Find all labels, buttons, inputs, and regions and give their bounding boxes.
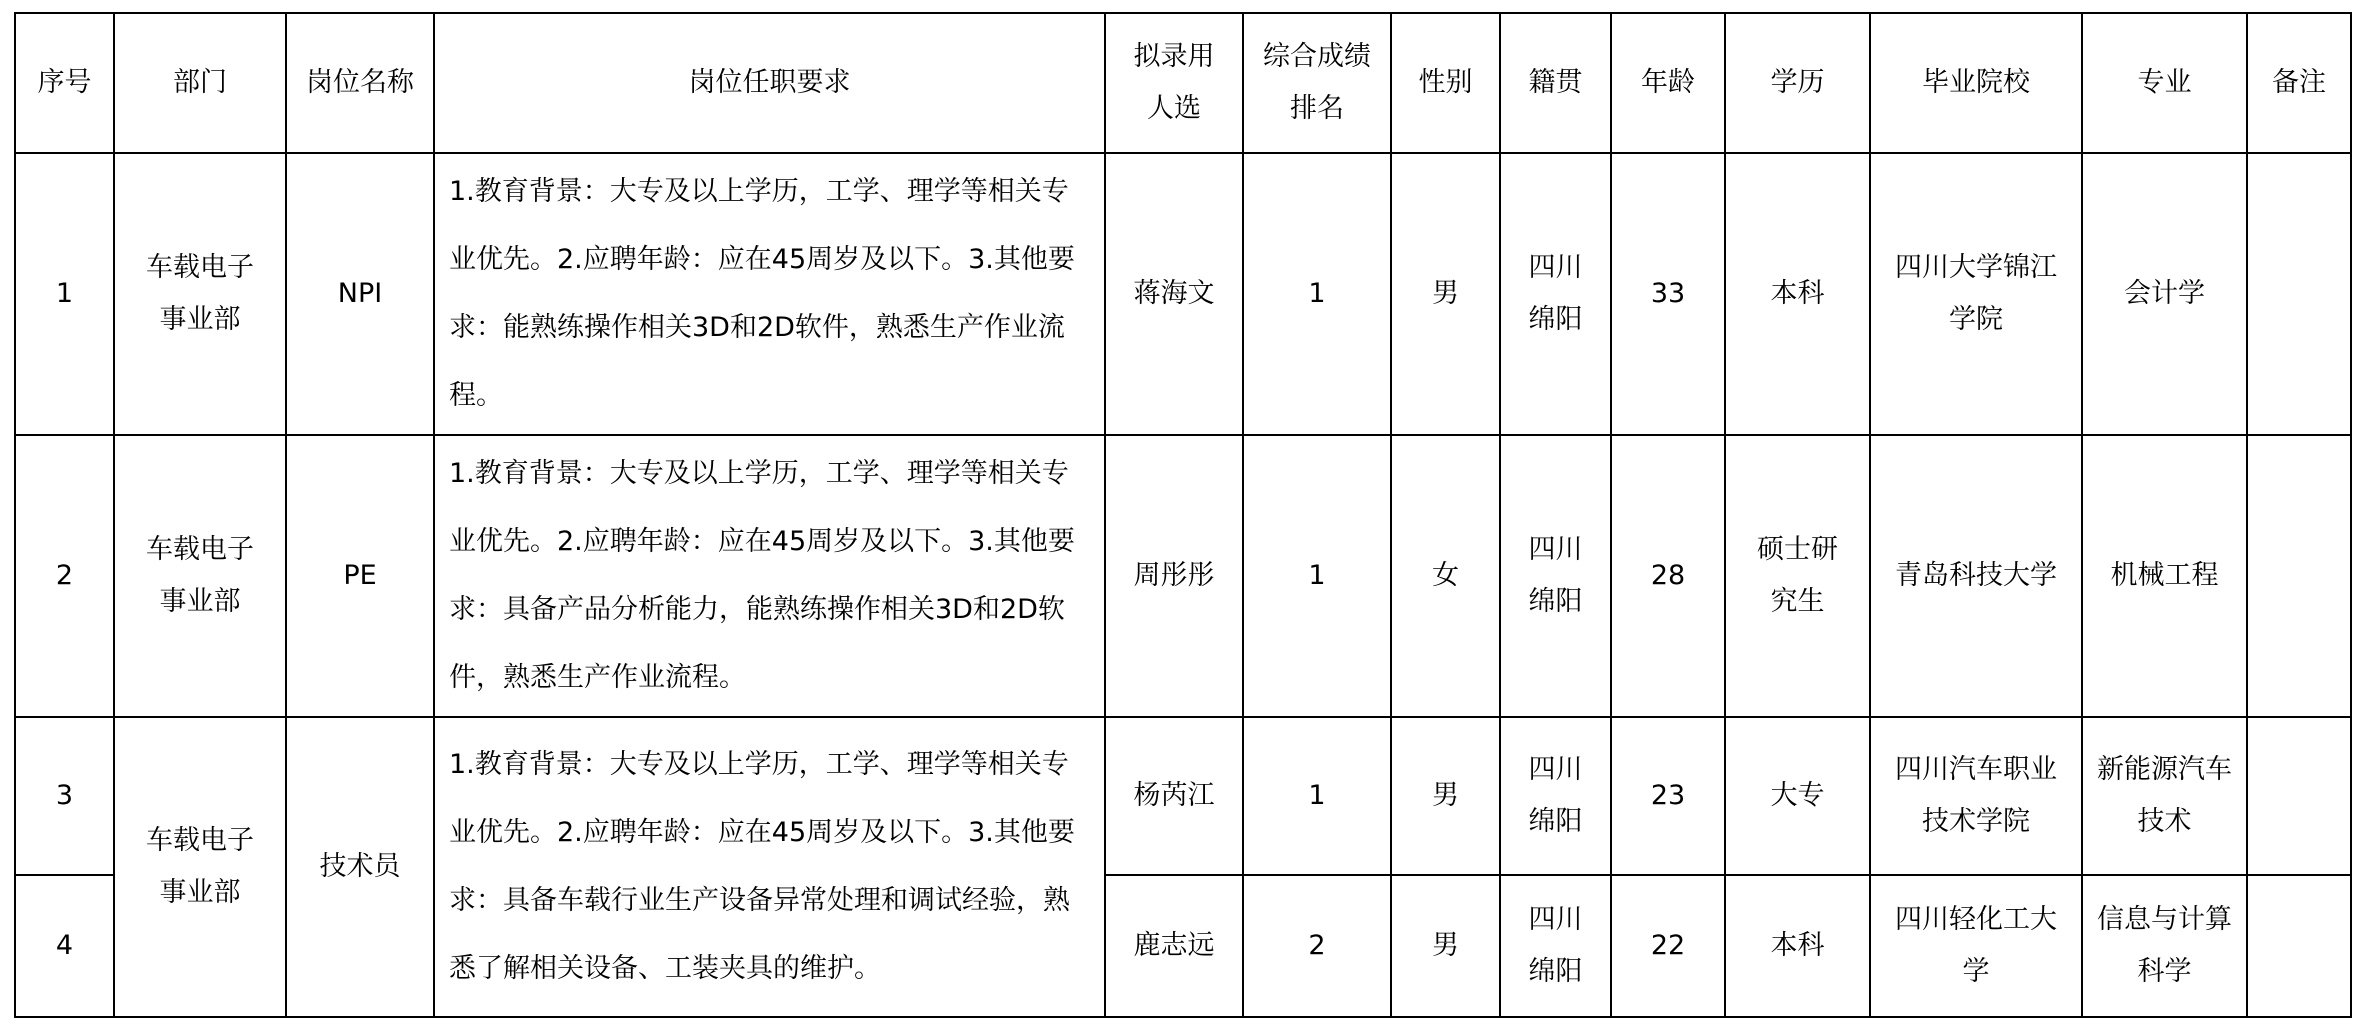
cell-school: 四川轻化工大学 — [1870, 875, 2082, 1017]
header-age: 年龄 — [1611, 13, 1725, 153]
header-rank: 综合成绩排名 — [1243, 13, 1391, 153]
cell-age: 22 — [1611, 875, 1725, 1017]
header-requirements: 岗位任职要求 — [434, 13, 1105, 153]
cell-dept: 车载电子事业部 — [114, 153, 286, 435]
cell-remark — [2247, 875, 2351, 1017]
cell-education: 本科 — [1725, 153, 1870, 435]
cell-rank: 1 — [1243, 435, 1391, 717]
header-row — [15, 13, 2351, 153]
cell-major: 会计学 — [2082, 153, 2247, 435]
cell-remark — [2247, 435, 2351, 717]
cell-education: 本科 — [1725, 875, 1870, 1017]
cell-gender: 男 — [1391, 717, 1500, 875]
cell-school: 四川大学锦江学院 — [1870, 153, 2082, 435]
table-row — [15, 717, 2351, 875]
cell-dept: 车载电子事业部 — [114, 717, 286, 1017]
header-education: 学历 — [1725, 13, 1870, 153]
cell-school: 四川汽车职业技术学院 — [1870, 717, 2082, 875]
cell-origin: 四川绵阳 — [1500, 875, 1611, 1017]
cell-rank: 2 — [1243, 875, 1391, 1017]
cell-no: 3 — [15, 717, 114, 875]
header-position: 岗位名称 — [286, 13, 434, 153]
cell-age: 28 — [1611, 435, 1725, 717]
header-school: 毕业院校 — [1870, 13, 2082, 153]
cell-candidate: 鹿志远 — [1105, 875, 1243, 1017]
cell-requirements: 1.教育背景：大专及以上学历，工学、理学等相关专业优先。2.应聘年龄：应在45周岁及以下。3.其他要求：具备产品分析能力，能熟练操作相关3D和2D软件，熟悉生产作业流程。 — [434, 435, 1105, 717]
header-remark: 备注 — [2247, 13, 2351, 153]
cell-origin: 四川绵阳 — [1500, 435, 1611, 717]
cell-position: NPI — [286, 153, 434, 435]
cell-candidate: 周彤彤 — [1105, 435, 1243, 717]
cell-remark — [2247, 717, 2351, 875]
table-container — [14, 12, 2352, 1018]
header-gender: 性别 — [1391, 13, 1500, 153]
header-no: 序号 — [15, 13, 114, 153]
cell-gender: 女 — [1391, 435, 1500, 717]
cell-major: 新能源汽车技术 — [2082, 717, 2247, 875]
cell-position: PE — [286, 435, 434, 717]
header-dept: 部门 — [114, 13, 286, 153]
cell-gender: 男 — [1391, 153, 1500, 435]
cell-no: 1 — [15, 153, 114, 435]
table-row — [15, 435, 2351, 717]
cell-position: 技术员 — [286, 717, 434, 1017]
cell-education: 硕士研究生 — [1725, 435, 1870, 717]
cell-gender: 男 — [1391, 875, 1500, 1017]
recruitment-table — [14, 12, 2352, 1018]
cell-education: 大专 — [1725, 717, 1870, 875]
header-candidate: 拟录用人选 — [1105, 13, 1243, 153]
cell-requirements: 1.教育背景：大专及以上学历，工学、理学等相关专业优先。2.应聘年龄：应在45周岁及以下。3.其他要求：能熟练操作相关3D和2D软件，熟悉生产作业流程。 — [434, 153, 1105, 435]
cell-rank: 1 — [1243, 153, 1391, 435]
cell-no: 2 — [15, 435, 114, 717]
header-origin: 籍贯 — [1500, 13, 1611, 153]
header-major: 专业 — [2082, 13, 2247, 153]
cell-no: 4 — [15, 875, 114, 1017]
cell-major: 信息与计算科学 — [2082, 875, 2247, 1017]
cell-origin: 四川绵阳 — [1500, 153, 1611, 435]
cell-age: 23 — [1611, 717, 1725, 875]
cell-requirements: 1.教育背景：大专及以上学历，工学、理学等相关专业优先。2.应聘年龄：应在45周岁及以下。3.其他要求：具备车载行业生产设备异常处理和调试经验，熟悉了解相关设备、工装夹具的维护。 — [434, 717, 1105, 1017]
cell-age: 33 — [1611, 153, 1725, 435]
table-row — [15, 153, 2351, 435]
cell-rank: 1 — [1243, 717, 1391, 875]
cell-candidate: 杨芮江 — [1105, 717, 1243, 875]
cell-remark — [2247, 153, 2351, 435]
cell-school: 青岛科技大学 — [1870, 435, 2082, 717]
cell-dept: 车载电子事业部 — [114, 435, 286, 717]
cell-origin: 四川绵阳 — [1500, 717, 1611, 875]
cell-candidate: 蒋海文 — [1105, 153, 1243, 435]
cell-major: 机械工程 — [2082, 435, 2247, 717]
